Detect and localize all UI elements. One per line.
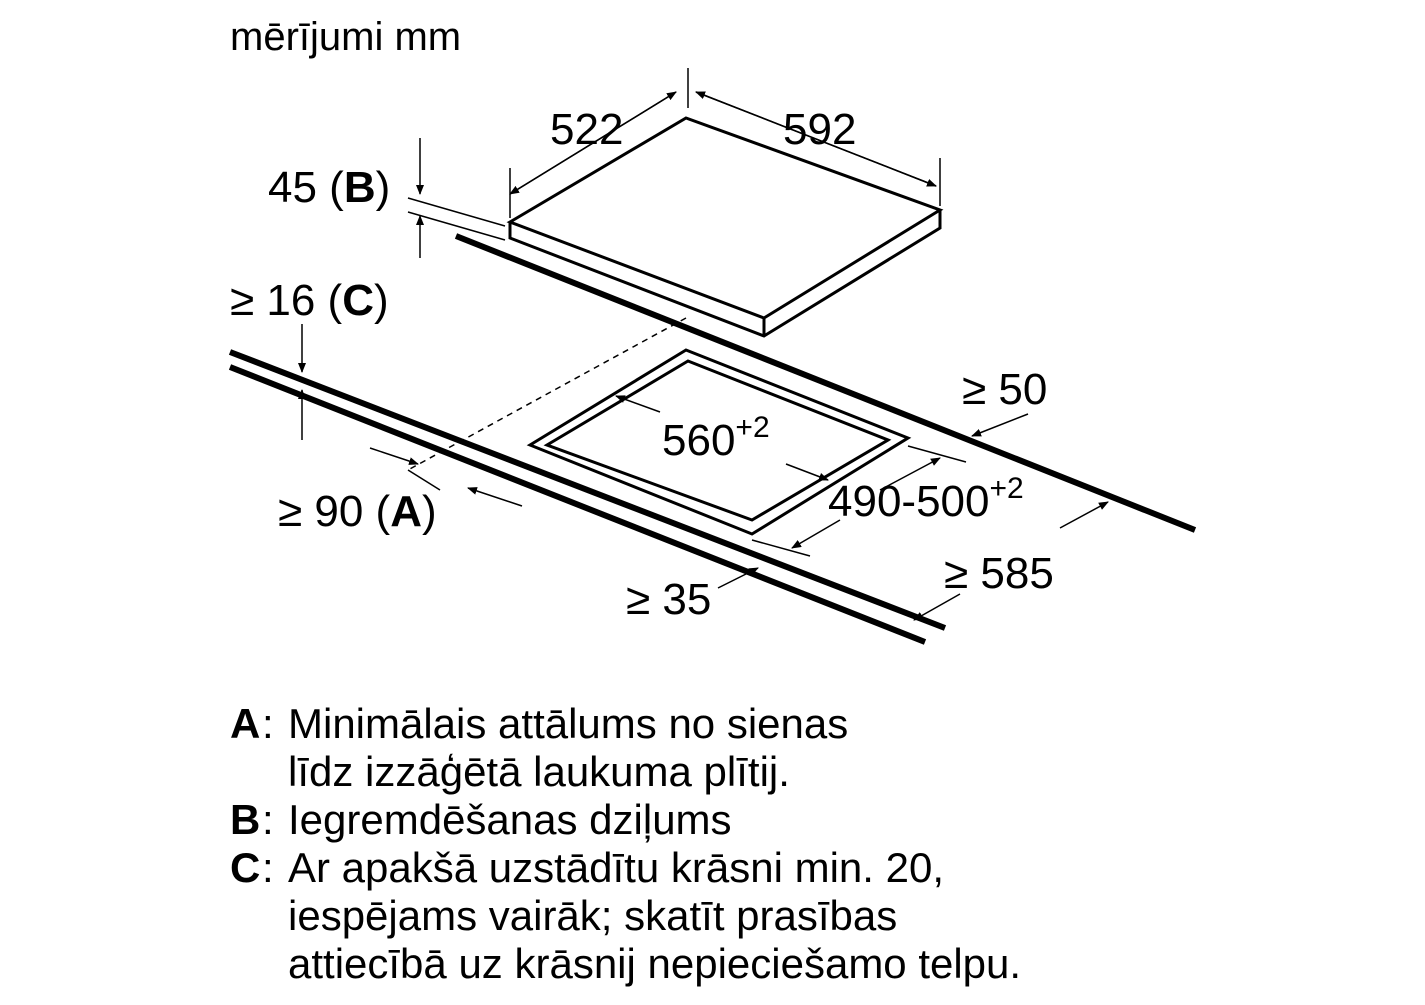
legend-item-c [230,844,1021,892]
projection-dashes [408,318,686,470]
legend-key: B [230,796,261,843]
dim-width-label: 592 [783,105,857,154]
legend-text: iespējams vairāk; skatīt prasības [288,892,898,939]
dim-50-lines [972,414,1028,436]
dim-front-gap-label: ≥ 35 [626,575,712,624]
page-title: mērījumi mm [230,15,462,59]
dim-cutout-depth-label: $490-500^{+2}$ [828,472,1024,526]
dim-depth-label: 522 [550,105,624,154]
dim-rear-gap-label: ≥ 50 [962,365,1048,414]
legend-colon: : [262,700,274,747]
legend-item-c-cont1 [230,892,1021,940]
legend-colon: : [262,796,274,843]
legend-item-c-cont2 [230,940,1021,988]
dim-worktop-label: ≥ 16 (C) [230,276,389,325]
dim-cutout-width-label: $560^{+2}$ [662,411,770,465]
legend-text: Ar apakšā uzstādītu krāsni min. 20, [288,844,944,891]
legend [230,700,1021,988]
legend-key: A [230,700,261,747]
legend-item-a [230,700,1021,748]
legend-key: C [230,844,261,891]
legend-item-b [230,796,1021,844]
dim-45-lines [408,138,505,258]
legend-text: līdz izzāģētā laukuma plītij. [288,748,790,795]
legend-text: Iegremdēšanas dziļums [288,796,732,843]
legend-text: attiecībā uz krāsnij nepieciešamo telpu. [288,940,1022,987]
dim-worktop-depth-label: ≥ 585 [944,549,1054,598]
legend-text: Minimālais attālums no sienas [288,700,849,747]
dim-wall-gap-label: ≥ 90 (A) [278,487,437,536]
legend-colon: : [262,844,274,891]
legend-item-a-cont [230,748,1021,796]
dim-thickness-label: 45 (B) [268,163,391,212]
